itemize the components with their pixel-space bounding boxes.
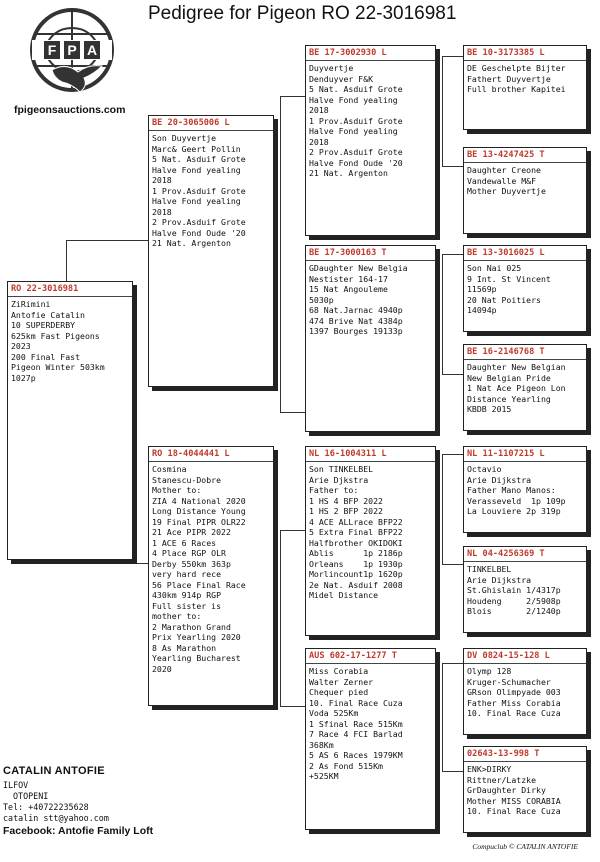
detail-line: Father to: <box>309 485 359 495</box>
detail-line: Chequer pied <box>309 687 369 697</box>
pigeon-details <box>464 63 586 95</box>
owner-city: ILFOV <box>3 780 29 790</box>
connector-line <box>280 706 305 707</box>
logo-letter-f: F <box>47 42 57 58</box>
detail-line: 2023 <box>11 341 31 351</box>
detail-line: Mother MISS CORABIA <box>467 795 561 806</box>
connector-line <box>280 530 305 531</box>
pigeon-details <box>306 666 435 782</box>
detail-line: Verasseveld 1p 109p <box>467 495 566 506</box>
detail-line: St.Ghislain 1/4317p <box>467 585 561 595</box>
detail-line: Duyvertje <box>309 63 354 73</box>
detail-line: Arie Dijkstra <box>467 574 532 585</box>
sire-dam-card <box>305 245 436 432</box>
connector-line <box>442 663 463 664</box>
detail-line: Midel Distance <box>309 590 379 600</box>
detail-line: Prix Yearling 2020 <box>152 632 241 642</box>
detail-line: 15 Nat Angouleme <box>309 284 388 294</box>
detail-line: 474 Brive Nat 4384p <box>309 315 403 326</box>
detail-line: Halve Fond yealing <box>152 164 241 175</box>
pigeon-details <box>464 764 586 817</box>
connector-line <box>280 530 281 706</box>
connector-line <box>66 240 148 241</box>
pigeon-details <box>149 464 273 674</box>
pigeon-details <box>464 666 586 719</box>
owner-email: catalin stt@yahoo.com <box>3 813 109 823</box>
logo-letter-a: A <box>86 42 98 58</box>
detail-line: Denduyver F&K <box>309 73 374 84</box>
detail-line: Houdeng 2/5908p <box>467 595 561 606</box>
ring-number: BE 16-2146768 T <box>467 347 545 357</box>
pigeon-details <box>464 263 586 316</box>
detail-line: Son Nai 025 <box>467 263 522 273</box>
ring-number: NL 11-1107215 L <box>467 449 545 459</box>
detail-line: ENK>DIRKY <box>467 764 512 774</box>
detail-line: Nestister 164-17 <box>309 273 388 284</box>
detail-line: DE Geschelpte Bijter <box>467 63 566 73</box>
detail-line: Marc& Geert Pollin <box>152 143 241 154</box>
detail-line: 5030p <box>309 294 334 305</box>
detail-line: Blois 2/1240p <box>467 606 561 616</box>
detail-line: Halve Fond Oude '20 <box>309 157 403 168</box>
detail-line: 2 Marathon Grand <box>152 621 231 632</box>
detail-line: Morlincount1p 1620p <box>309 569 403 579</box>
connector-line <box>66 563 148 564</box>
ring-number: BE 20-3065006 L <box>152 118 230 128</box>
connector-line <box>280 96 305 97</box>
detail-line: 2018 <box>152 206 172 217</box>
dam-dam-sire-card <box>463 648 587 735</box>
detail-line: Arie Dijkstra <box>467 474 532 485</box>
detail-line: 1 ACE 6 Races <box>152 537 217 548</box>
detail-line: TINKELBEL <box>467 564 512 574</box>
connector-line <box>442 166 463 167</box>
detail-line: Daughter Creone <box>467 165 541 175</box>
connector-line <box>442 454 463 455</box>
detail-line: Full sister is <box>152 600 222 611</box>
ring-number: BE 10-3173385 L <box>467 48 545 58</box>
detail-line: 56 Place Final Race <box>152 579 246 590</box>
pigeon-details <box>8 299 132 383</box>
connector-line <box>442 454 443 564</box>
detail-line: 2018 <box>309 105 329 115</box>
detail-line: 14094p <box>467 305 497 315</box>
detail-line: 368Km <box>309 739 334 750</box>
detail-line: Mother to: <box>152 485 202 495</box>
detail-line: Halfbrother OKIDOKI <box>309 537 403 548</box>
detail-line: 10. Final Race Cuza <box>467 708 561 718</box>
detail-line: 2018 <box>309 136 329 147</box>
detail-line: Halve Fond Oude '20 <box>152 227 246 238</box>
pigeon-details <box>149 133 273 249</box>
dam-sire-sire-card <box>463 446 587 533</box>
detail-line: Son TINKELBEL <box>309 464 374 474</box>
pigeon-details <box>464 464 586 517</box>
owner-facebook: Facebook: Antofie Family Loft <box>3 825 154 837</box>
detail-line: 21 Nat. Argenton <box>152 238 231 248</box>
ring-number: BE 13-4247425 T <box>467 150 545 160</box>
detail-line: Mother Duyvertje <box>467 186 546 196</box>
detail-line: 7 Race 4 FCI Barlad <box>309 729 403 739</box>
dam-dam-card <box>305 648 436 830</box>
pigeon-details <box>306 263 435 337</box>
detail-line: 1 Prov.Asduif Grote <box>152 185 246 196</box>
detail-line: 10. Final Race Cuza <box>467 806 561 816</box>
detail-line: 5 Extra Final BFP22 <box>309 527 403 537</box>
detail-line: 625km Fast Pigeons <box>11 330 100 341</box>
pigeon-details <box>464 165 586 197</box>
detail-line: Rittner/Latzke <box>467 774 537 785</box>
connector-line <box>280 412 305 413</box>
connector-line <box>442 56 443 166</box>
detail-line: ZIA 4 National 2020 <box>152 495 246 506</box>
detail-line: 8 As Marathon <box>152 642 217 653</box>
connector-line <box>442 56 463 57</box>
connector-line <box>442 374 463 375</box>
pigeon-details <box>464 362 586 415</box>
detail-line: 2 Prov.Asduif Grote <box>309 147 403 157</box>
ring-number: RO 22-3016981 <box>11 284 79 294</box>
detail-line: 5 AS 6 Races 1979KM <box>309 750 403 760</box>
detail-line: 5 Nat. Asduif Grote <box>152 154 246 164</box>
fpa-logo <box>22 6 122 98</box>
detail-line: Octavio <box>467 464 502 474</box>
sire-sire-card <box>305 45 436 236</box>
sire-dam-dam-card <box>463 344 587 431</box>
dam-card <box>148 446 274 706</box>
connector-line <box>442 254 443 374</box>
pigeon-details <box>464 564 586 617</box>
detail-line: GRson Olimpyade 003 <box>467 687 561 697</box>
dam-sire-dam-card <box>463 546 587 633</box>
detail-line: Vandewalle M&F <box>467 175 537 186</box>
detail-line: 4 Place RGP OLR <box>152 548 226 558</box>
detail-line: GrDaughter Dirky <box>467 785 546 795</box>
detail-line: Kruger-Schumacher <box>467 676 551 687</box>
detail-line: New Belgian Pride <box>467 372 551 383</box>
connector-line <box>442 564 463 565</box>
sire-sire-sire-card <box>463 45 587 130</box>
ring-number: RO 18-4044441 L <box>152 449 230 459</box>
subject-pigeon-card <box>7 281 133 560</box>
detail-line: Daughter New Belgian <box>467 362 566 372</box>
detail-line: 2 As Fond 515Km <box>309 760 383 771</box>
detail-line: 2 Prov.Asduif Grote <box>152 217 246 227</box>
detail-line: 21 Ace PIPR 2022 <box>152 527 231 537</box>
detail-line: GDaughter New Belgia <box>309 263 408 273</box>
detail-line: Son Duyvertje <box>152 133 217 143</box>
sire-sire-dam-card <box>463 147 587 234</box>
detail-line: 11569p <box>467 284 497 294</box>
owner-name: CATALIN ANTOFIE <box>3 765 105 777</box>
owner-phone: Tel: +40722235628 <box>3 802 89 812</box>
page-title: Pedigree for Pigeon RO 22-3016981 <box>148 3 457 24</box>
sire-card <box>148 115 274 387</box>
detail-line: Halve Fond yealing <box>309 94 398 105</box>
detail-line: La Louviere 2p 319p <box>467 506 561 516</box>
detail-line: Voda 525Km <box>309 708 359 718</box>
detail-line: Pigeon Winter 503km <box>11 362 105 372</box>
connector-line <box>442 771 463 772</box>
dam-sire-card <box>305 446 436 636</box>
detail-line: ZiRimini <box>11 299 51 309</box>
detail-line: 9 Int. St Vincent <box>467 273 551 284</box>
owner-town: OTOPENI <box>13 791 49 801</box>
detail-line: mother to: <box>152 611 202 621</box>
ring-number: 02643-13-998 T <box>467 749 540 759</box>
detail-line: Orleans 1p 1930p <box>309 558 403 569</box>
detail-line: Yearling Bucharest <box>152 653 241 663</box>
detail-line: Stanescu-Dobre <box>152 474 222 485</box>
detail-line: 10. Final Race Cuza <box>309 697 403 708</box>
detail-line: 1397 Bourges 19133p <box>309 326 403 336</box>
ring-number: BE 17-3002930 L <box>309 48 387 58</box>
detail-line: Halve Fond yealing <box>152 196 241 206</box>
pigeon-details <box>306 464 435 601</box>
ring-number: BE 13-3016025 L <box>467 248 545 258</box>
connector-line <box>66 240 67 281</box>
logo-letter-p: P <box>67 42 77 58</box>
detail-line: 5 Nat. Asduif Grote <box>309 84 403 94</box>
detail-line: 1 Prov.Asduif Grote <box>309 115 403 126</box>
owner-info <box>3 765 153 837</box>
detail-line: 2018 <box>152 175 172 185</box>
detail-line: Halve Fond yealing <box>309 126 398 136</box>
ring-number: NL 04-4256369 T <box>467 549 545 559</box>
detail-line: 1 HS 4 BFP 2022 <box>309 495 383 506</box>
sire-dam-sire-card <box>463 245 587 332</box>
logo-url: fpigeonsauctions.com <box>14 104 126 116</box>
ring-number: AUS 602-17-1277 T <box>309 651 397 661</box>
detail-line: Olymp 128 <box>467 666 512 676</box>
detail-line: 430km 914p RGP <box>152 590 222 600</box>
detail-line: 10 SUPERDERBY <box>11 320 76 330</box>
connector-line <box>280 96 281 412</box>
detail-line: Derby 550km 363p <box>152 558 231 569</box>
detail-line: Cosmina <box>152 464 187 474</box>
detail-line: 1 Nat Ace Pigeon Lon <box>467 383 566 393</box>
detail-line: 21 Nat. Argenton <box>309 168 388 178</box>
detail-line: 1 HS 2 BFP 2022 <box>309 506 383 516</box>
connector-line <box>442 663 443 771</box>
detail-line: Father Miss Corabia <box>467 697 561 708</box>
ring-number: BE 17-3000163 T <box>309 248 387 258</box>
detail-line: Miss Corabia <box>309 666 369 676</box>
pigeon-details <box>306 63 435 179</box>
detail-line: Ablis 1p 2186p <box>309 548 403 558</box>
ring-number: DV 0824-15-128 L <box>467 651 550 661</box>
footer-credit: Compuclub © CATALIN ANTOFIE <box>472 842 578 851</box>
detail-line: 200 Final Fast <box>11 351 81 362</box>
detail-line: 20 Nat Poitiers <box>467 294 541 305</box>
detail-line: KBDB 2015 <box>467 404 512 414</box>
dam-dam-dam-card <box>463 746 587 833</box>
detail-line: 1 Sfinal Race 515Km <box>309 718 403 729</box>
detail-line: Antofie Catalin <box>11 309 85 320</box>
ring-number: NL 16-1004311 L <box>309 449 387 459</box>
detail-line: Arie Djkstra <box>309 474 369 485</box>
detail-line: Father Mano Manos: <box>467 485 556 495</box>
detail-line: 1027p <box>11 372 36 383</box>
connector-line <box>442 254 463 255</box>
detail-line: 19 Final PIPR OLR22 <box>152 516 246 527</box>
detail-line: 68 Nat.Jarnac 4940p <box>309 305 403 315</box>
detail-line: 2e Nat. Asduif 2008 <box>309 579 403 590</box>
detail-line: +525KM <box>309 771 339 781</box>
detail-line: 4 ACE ALLrace BFP22 <box>309 516 403 527</box>
detail-line: very hard rece <box>152 569 222 579</box>
detail-line: 2020 <box>152 663 172 674</box>
detail-line: Fathert Duyvertje <box>467 73 551 84</box>
detail-line: Distance Yearling <box>467 393 551 404</box>
detail-line: Walter Zerner <box>309 676 374 687</box>
detail-line: Long Distance Young <box>152 506 246 516</box>
detail-line: Full brother Kapitei <box>467 84 566 94</box>
